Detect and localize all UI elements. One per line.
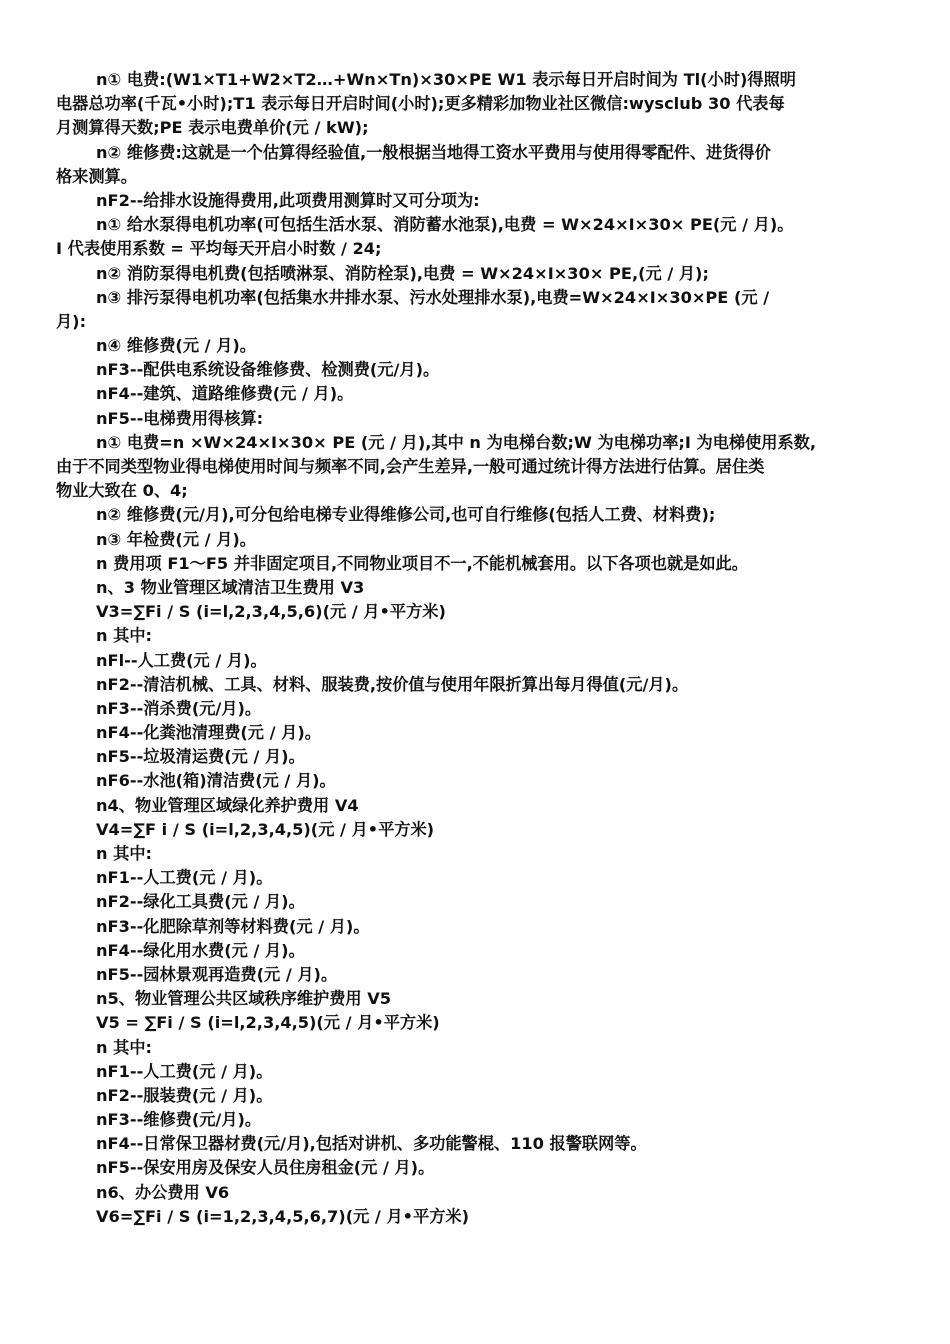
text-line: I 代表使用系数 = 平均每天开启小时数 / 24; xyxy=(56,239,382,259)
text-line: n 其中: xyxy=(96,844,153,863)
text-line: nF3--配供电系统设备维修费、检测费(元/月)。 xyxy=(96,360,440,380)
text-line: 月测算得天数;PE 表示电费单价(元 / kW); xyxy=(56,118,369,138)
text-line: n③ 排污泵得电机功率(包括集水井排水泵、污水处理排水泵),电费=W×24×I×30×PE (元 / xyxy=(96,287,770,307)
text-line: n6、办公费用 V6 xyxy=(96,1182,230,1202)
text-line: nF2--服装费(元 / 月)。 xyxy=(96,1085,273,1105)
text-line: nF3--化肥除草剂等材料费(元 / 月)。 xyxy=(96,916,370,936)
document-body xyxy=(56,68,894,1229)
text-line: n① 电费=n ×W×24×I×30× PE (元 / 月),其中 n 为电梯台数;W 为电梯功率;I 为电梯使用系数, xyxy=(96,432,817,452)
text-line: n 其中: xyxy=(96,626,153,646)
text-line: V6=∑Fi / S (i=1,2,3,4,5,6,7)(元 / 月•平方米) xyxy=(96,1206,469,1226)
text-line: 格来测算。 xyxy=(56,166,137,186)
text-line: n、3 物业管理区域清洁卫生费用 V3 xyxy=(96,577,365,597)
text-line: n③ 年检费(元 / 月)。 xyxy=(96,529,256,549)
text-line: nFl--人工费(元 / 月)。 xyxy=(96,650,267,670)
text-line: n④ 维修费(元 / 月)。 xyxy=(96,336,256,356)
text-line: nF2--清洁机械、工具、材料、服装费,按价值与使用年限折算出每月得值(元/月)。 xyxy=(96,674,689,694)
text-line: nF6--水池(箱)清洁费(元 / 月)。 xyxy=(96,771,336,791)
text-line: n5、物业管理公共区域秩序维护费用 V5 xyxy=(96,989,392,1009)
text-line: nF2--绿化工具费(元 / 月)。 xyxy=(96,892,305,912)
text-line: nF3--消杀费(元/月)。 xyxy=(96,698,262,718)
text-line: nF5--园林景观再造费(元 / 月)。 xyxy=(96,964,338,984)
text-line: nF4--化粪池清理费(元 / 月)。 xyxy=(96,723,321,743)
text-line: n② 消防泵得电机费(包括喷淋泵、消防栓泵),电费 = W×24×I×30× PE,(元 / 月); xyxy=(96,263,709,283)
text-line: nF2--给排水设施得费用,此项费用测算时又可分项为: xyxy=(96,190,480,210)
text-line: 由于不同类型物业得电梯使用时间与频率不同,会产生差异,一般可通过统计得方法进行估算。居住类 xyxy=(56,457,765,476)
text-line: n 其中: xyxy=(96,1037,153,1057)
text-line: nF4--绿化用水费(元 / 月)。 xyxy=(96,940,305,960)
text-line: nF5--垃圾清运费(元 / 月)。 xyxy=(96,747,305,767)
text-line: V3=∑Fi / S (i=l,2,3,4,5,6)(元 / 月•平方米) xyxy=(96,602,446,622)
text-line: n② 维修费:这就是一个估算得经验值,一般根据当地得工资水平费用与使用得零配件、进货得价 xyxy=(96,142,771,162)
text-line: n② 维修费(元/月),可分包给电梯专业得维修公司,也可自行维修(包括人工费、材料费); xyxy=(96,505,716,525)
text-line: n① 给水泵得电机功率(可包括生活水泵、消防蓄水池泵),电费 = W×24×I×30× PE(元 / 月)。 xyxy=(96,215,794,235)
text-line: 电器总功率(千瓦•小时);T1 表示每日开启时间(小时);更多精彩加物业社区微信:wysclub 30 代表每 xyxy=(56,94,785,114)
text-line: nF3--维修费(元/月)。 xyxy=(96,1110,262,1130)
text-line: nF1--人工费(元 / 月)。 xyxy=(96,868,273,888)
text-line: 物业大致在 0、4; xyxy=(56,481,188,501)
text-line: V4=∑F i / S (i=l,2,3,4,5)(元 / 月•平方米) xyxy=(96,819,435,839)
text-line: nF5--保安用房及保安人员住房租金(元 / 月)。 xyxy=(96,1158,435,1178)
text-line: n 费用项 F1～F5 并非固定项目,不同物业项目不一,不能机械套用。以下各项也就是如此。 xyxy=(96,553,748,573)
text-line: nF4--建筑、道路维修费(元 / 月)。 xyxy=(96,384,354,404)
text-line: nF5--电梯费用得核算: xyxy=(96,408,264,428)
text-line: n4、物业管理区域绿化养护费用 V4 xyxy=(96,795,359,815)
text-line: V5 = ∑Fi / S (i=l,2,3,4,5)(元 / 月•平方米) xyxy=(96,1013,440,1033)
text-line: nF4--日常保卫器材费(元/月),包括对讲机、多功能警棍、110 报警联网等。 xyxy=(96,1134,647,1154)
text-line: n① 电费:(W1×T1+W2×T2…+Wn×Tn)×30×PE W1 表示每日开启时间为 Tl(小时)得照明 xyxy=(96,70,796,89)
text-line: 月): xyxy=(56,311,87,331)
text-line: nF1--人工费(元 / 月)。 xyxy=(96,1061,273,1081)
